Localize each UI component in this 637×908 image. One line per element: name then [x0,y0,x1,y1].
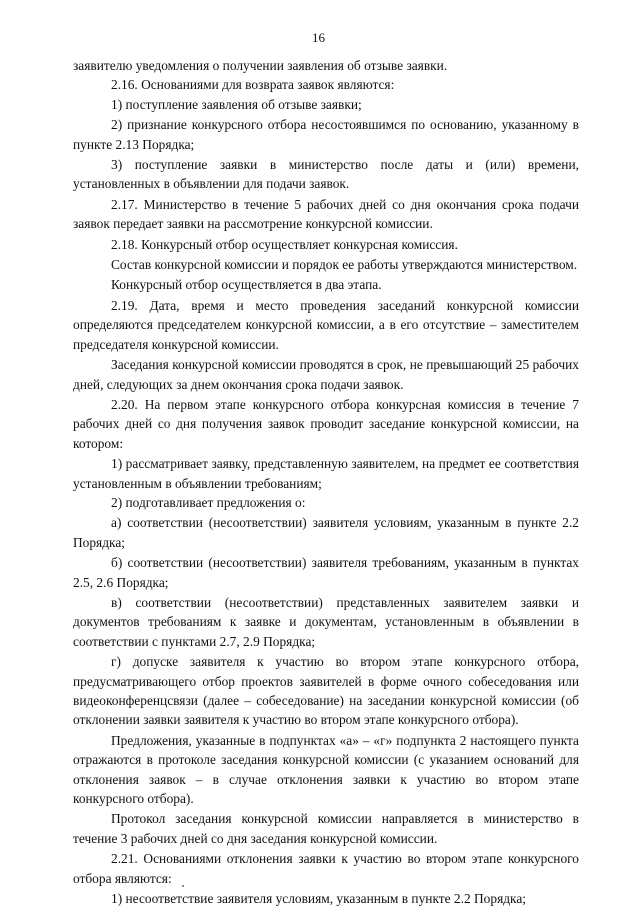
document-body [73,56,579,908]
paragraph: г) допуске заявителя к участию во втором этапе конкурсного отбора, предусматривающего отбор проектов заявителей в форме очного собеседования или видеоконференцсвязи (далее – собеседование) на заседании конкурсной комиссии (об отклонении заявки заявителя к участию во втором этапе конкурсного отбора). [73,654,579,728]
paragraph: б) соответствии (несоответствии) заявителя требованиям, указанным в пунктах 2.5, 2.6 Порядка; [73,555,579,590]
paragraph: 2) подготавливает предложения о: [111,494,306,510]
paragraph: 1) несоответствие заявителя условиям, указанным в пункте 2.2 Порядка; [111,891,527,907]
paragraph: 2.20. На первом этапе конкурсного отбора конкурсная комиссия в течение 7 рабочих дней со дня получения заявок проводит заседание конкурсной комиссии, на котором: [73,396,579,451]
paragraph: 2.17. Министерство в течение 5 рабочих дней со дня окончания срока подачи заявок передает заявки на рассмотрение конкурсной комиссии. [73,196,579,232]
paragraph: 2.21. Основаниями отклонения заявки к участию во втором этапе конкурсного отбора являются: [73,851,579,886]
paragraph: Заседания конкурсной комиссии проводятся в срок, не превышающий 25 рабочих дней, следующих за днем окончания срока подачи заявок. [73,357,579,392]
scan-speck [182,885,184,887]
paragraph: 1) поступление заявления об отзыве заявки; [111,96,362,112]
paragraph: в) соответствии (несоответствии) представленных заявителем заявки и документов требованиям к заявке и документам, установленным в объявлении в соответствии с пунктами 2.7, 2.9 Порядка; [73,594,579,649]
paragraph: 2.18. Конкурсный отбор осуществляет конкурсная комиссия. [111,236,458,252]
paragraph: 3) поступление заявки в министерство после даты и (или) времени, установленных в объявлении для подачи заявок. [73,157,579,192]
paragraph: Протокол заседания конкурсной комиссии направляется в министерство в течение 3 рабочих дней со дня заседания конкурсной комиссии. [73,811,579,846]
paragraph: заявителю уведомления о получении заявления об отзыве заявки. [73,58,448,73]
paragraph: 2.19. Дата, время и место проведения заседаний конкурсной комиссии определяются председателем конкурсной комиссии, а в его отсутствие – заместителем председателя конкурсной комиссии. [73,297,579,352]
paragraph: а) соответствии (несоответствии) заявителя условиям, указанным в пункте 2.2 Порядка; [73,515,579,550]
paragraph: Состав конкурсной комиссии и порядок ее работы утверждаются министерством. [111,257,578,273]
paragraph: 2.16. Основаниями для возврата заявок являются: [111,77,395,93]
paragraph: 1) рассматривает заявку, представленную заявителем, на предмет ее соответствия установленным в объявлении требованиям; [73,456,579,491]
paragraph: 2) признание конкурсного отбора несостоявшимся по основанию, указанному в пункте 2.13 Порядка; [73,117,579,152]
page-number: 16 [312,30,325,45]
paragraph: Конкурсный отбор осуществляется в два этапа. [111,277,382,293]
paragraph: Предложения, указанные в подпунктах «а» – «г» подпункта 2 настоящего пункта отражаются в протоколе заседания конкурсной комиссии (с указанием оснований для отклонения заявок – в случае отклонения заявки к участию во втором этапе конкурсного отбора). [73,732,579,807]
